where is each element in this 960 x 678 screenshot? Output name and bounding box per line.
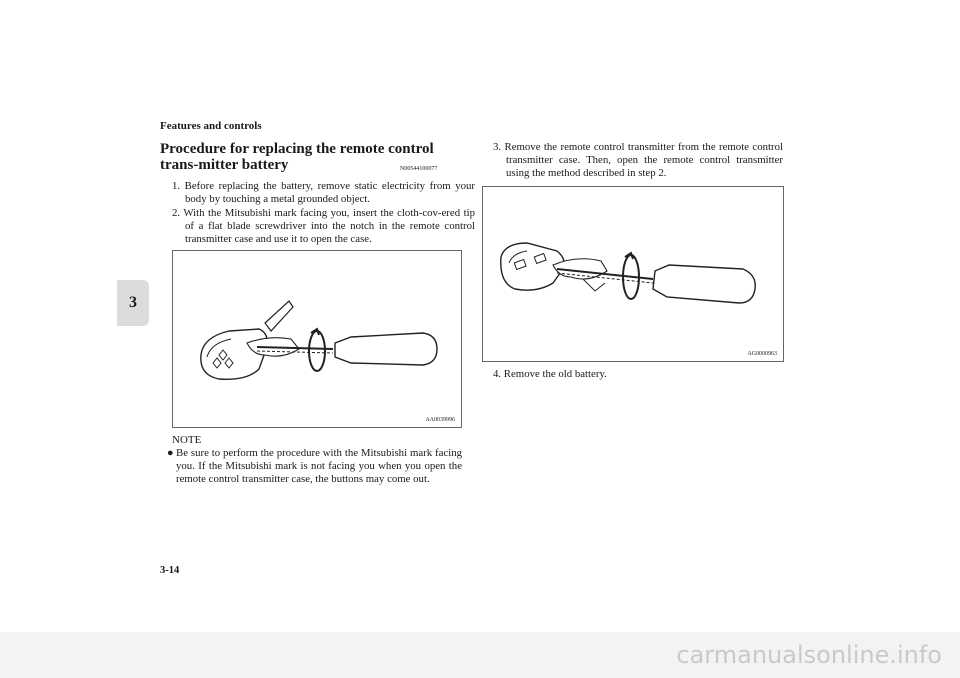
chapter-tab: 3 bbox=[117, 280, 149, 326]
running-header: Features and controls bbox=[160, 120, 262, 132]
watermark: carmanualsonline.info bbox=[0, 632, 960, 678]
note-title: NOTE bbox=[172, 434, 202, 446]
figure-code: AA0039996 bbox=[425, 417, 455, 423]
figure-key-opening bbox=[172, 250, 462, 428]
section-code: N00544100077 bbox=[400, 166, 438, 172]
bullet-icon: ● bbox=[167, 447, 174, 459]
figure-transmitter-opening bbox=[482, 186, 784, 362]
note-text: Be sure to perform the procedure with the Mitsubishi mark facing you. If the Mitsubishi mark is not facing you when you open the remote control transmitter case, the buttons may come out. bbox=[176, 447, 462, 485]
transmitter-and-screwdriver-illustration-icon bbox=[483, 187, 783, 361]
key-and-screwdriver-illustration-icon bbox=[173, 251, 461, 427]
step-3: 3. Remove the remote control transmitter from the remote control transmitter case. Then, open the remote control transmitter using the method described in step 2. bbox=[493, 141, 783, 179]
note-bullet bbox=[167, 447, 462, 486]
figure-code: AG0000963 bbox=[747, 351, 777, 357]
page-number: 3-14 bbox=[160, 565, 180, 576]
section-title: Procedure for replacing the remote control trans-mitter battery bbox=[160, 141, 434, 173]
step-2: 2. With the Mitsubishi mark facing you, insert the cloth-cov-ered tip of a flat blade screwdriver into the notch in the remote control transmitter case and use it to open the case. bbox=[172, 207, 475, 245]
step-4: 4. Remove the old battery. bbox=[493, 368, 607, 380]
step-1: 1. Before replacing the battery, remove static electricity from your body by touching a metal grounded object. bbox=[172, 180, 475, 205]
